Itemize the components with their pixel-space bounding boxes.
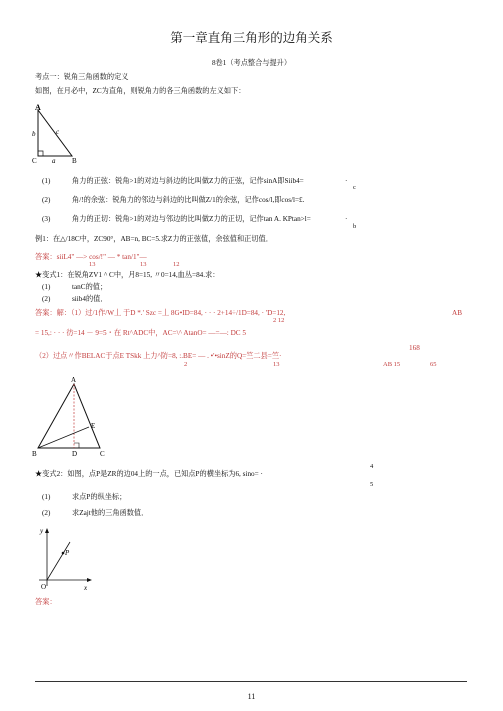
solution-ab-label: AB [452, 309, 462, 317]
vertex-C-label: C [100, 450, 105, 457]
sine-definition: 角力的正弦：锐角>1的对边与斜边的比叫做Z力的正弦，记作sinA即Siib4= [72, 177, 304, 185]
sine-denominator: 5 [370, 481, 374, 488]
section-heading: 考点一：锐角三角函数的定义 [35, 73, 129, 81]
variant-1-solution-line-1: 答案：解：（1）过/1作/W丄 于D *.' Szc =丄 8G•ID=84, · · · 2+14÷/1D=84, · 'D=12, [35, 309, 286, 317]
answer-denominator: 13 [89, 261, 96, 268]
item-num: (2) [42, 196, 51, 204]
variant-2-question-2: 求Zajt他的三角函数值． [72, 509, 149, 517]
vertex-A-label: A [35, 103, 41, 112]
side-a-label: a [52, 157, 56, 164]
vertex-A-label: A [71, 376, 77, 384]
point-P-label: P [65, 549, 70, 557]
vertex-C-label: C [32, 157, 37, 164]
variant-1-question-1: tanC的值； [72, 283, 108, 291]
sine-dot: · [345, 177, 348, 185]
vertex-B-label: B [32, 450, 37, 457]
variant-2-answer: 答案： [35, 598, 57, 606]
sine-numerator: 4 [370, 463, 374, 470]
solution-numerator-168: 168 [409, 344, 420, 352]
side-c-label: c [56, 128, 60, 136]
side-b-label: b [32, 130, 36, 138]
tangent-denominator: b [353, 223, 357, 230]
answer-denominator: 12 [173, 261, 180, 268]
footer-divider [35, 681, 467, 682]
variant-2-question-1: 求点P的纵坐标； [72, 493, 127, 501]
page-number: 11 [247, 692, 256, 701]
right-triangle-figure [32, 102, 82, 164]
variant-1-solution-line-2: = 15,: · · · 彷=14 － 9=5・在 Rt^ADC中，AC=\^ AtanO= —=—: DC 5 [35, 329, 246, 337]
x-axis-label: x [84, 584, 88, 592]
vertex-B-label: B [72, 157, 77, 164]
item-num: (2) [42, 295, 51, 303]
item-num: (2) [42, 509, 51, 517]
tangent-dot: · [345, 215, 348, 223]
section-intro: 如图，在月必中，ZC为直角，则锐角力的各三角函数的左义如下： [35, 87, 246, 95]
solution-denominator: 2 [184, 361, 188, 368]
solution-denominator: AB 15 [383, 361, 401, 368]
origin-label: O [41, 583, 47, 591]
y-axis-label: y [40, 527, 44, 535]
page-title: 第一章直角三角形的边角关系 [170, 31, 333, 45]
acute-triangle-figure [30, 375, 110, 457]
example-1-answer: 答案：siiL4" —> cos/!" — * tan/1"— [35, 253, 147, 261]
point-D-label: D [72, 450, 78, 457]
example-1-text: 例1：在△/18C中，ZC90°，AB=n, BC=5.求Z力的正弦值，余弦值和正切值． [35, 235, 273, 243]
item-num: (1) [42, 493, 51, 501]
item-num: (1) [42, 283, 51, 291]
variant-1-solution-line-3: （2）过点〃作BELAC于点E TSkk 上力^防=8, :.BE= — . •'•sinZ的Q=竺二县=竺· [35, 352, 282, 360]
item-num: (3) [42, 215, 51, 223]
variant-2-text: ★变式2：如图，点P是ZR的边04上的一点，已知点P的横坐标为6, sino= · [35, 470, 263, 478]
sine-denominator: c [353, 184, 356, 191]
cosine-definition: 角/!的余弦：锐角力的邻边与斜边的比叫做Z/1的余弦，记作cos/l,即cos/l=£. [72, 196, 305, 204]
solution-denominator: 13 [273, 361, 280, 368]
point-E-label: E [91, 422, 96, 430]
page-subtitle: 8卷1（考点整合与提升） [211, 59, 292, 67]
tangent-definition: 角力的正切：锐角>1的对边与邻边的比叫做Z力的正切，记作tan A. KPtan>l= [72, 215, 311, 223]
answer-denominator: 13 [140, 261, 147, 268]
solution-denominator: 65 [430, 361, 437, 368]
variant-1-question-2: siib4的值． [72, 295, 108, 303]
coordinate-figure [34, 524, 94, 592]
item-num: (1) [42, 177, 51, 185]
solution-fraction: 2 12 [273, 317, 285, 324]
variant-1-text: ★变式1：在锐角ZV1 ^ C中，月8=15, 〃0=14,血丛=84.求： [35, 271, 220, 279]
